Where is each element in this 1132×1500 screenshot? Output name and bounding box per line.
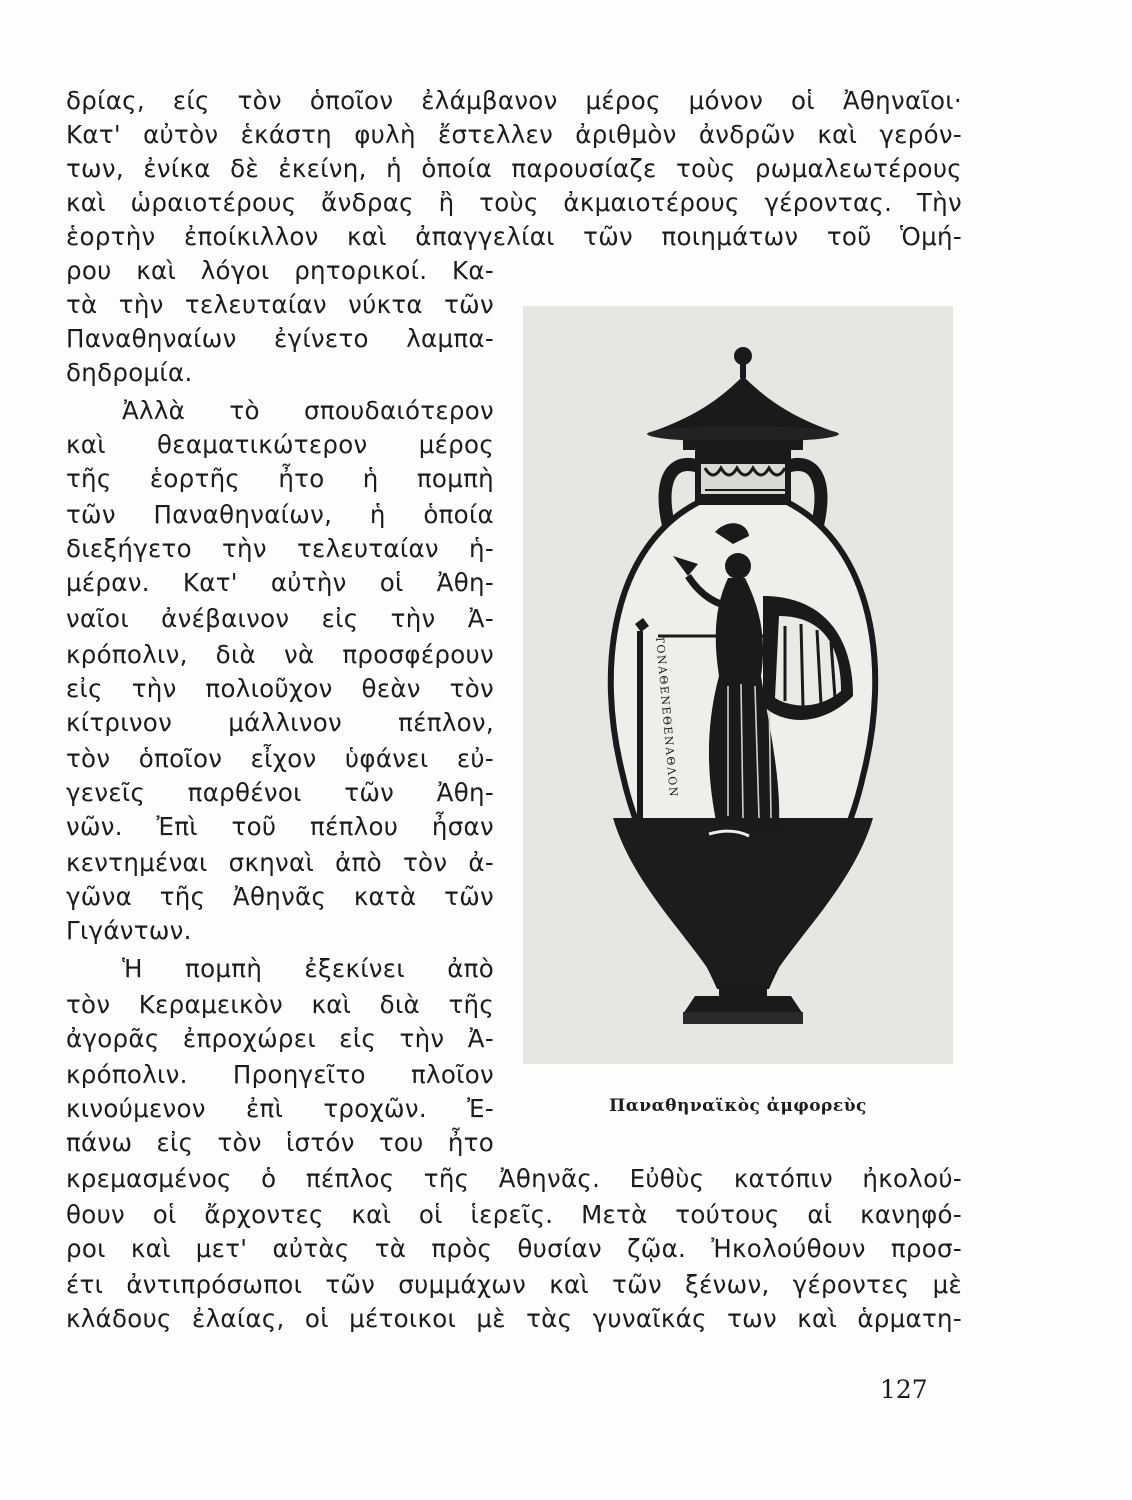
text-line: καὶ θεαματικώτερον μέρος xyxy=(66,430,494,459)
page-number: 127 xyxy=(880,1375,928,1404)
text-line: μέραν. Κατ' αὐτὴν οἱ Ἀθη- xyxy=(66,568,494,597)
text-line: τὰ τὴν τελευταίαν νύκτα τῶν xyxy=(66,290,494,319)
text-line: Παναθηναίων ἐγίνετο λαμπα- xyxy=(66,324,494,353)
lid xyxy=(651,376,835,432)
text-line: τῆς ἑορτῆς ἦτο ἡ πομπὴ xyxy=(66,464,494,493)
paragraph-start-line: Ἡ πομπὴ ἐξεκίνει ἀπὸ xyxy=(122,954,494,983)
text-line: γῶνα τῆς Ἀθηνᾶς κατὰ τῶν xyxy=(66,882,494,911)
text-line: ρου καὶ λόγοι ρητορικοί. Κα- xyxy=(66,256,494,285)
text-line: κρόπολιν. Προηγεῖτο πλοῖον xyxy=(66,1060,494,1089)
text-line: κρεμασμένος ὁ πέπλος τῆς Ἀθηνᾶς. Εὐθὺς κατόπιν ἠκολού- xyxy=(66,1164,962,1193)
text-line: δηδρομία. xyxy=(66,358,193,387)
amphora-illustration xyxy=(523,306,953,1064)
vase-inscription: ΤΟΝΑΘΕΝΕΘΕΝΑΘΛΟΝ xyxy=(653,635,681,799)
text-line: ροι καὶ μετ' αὐτὰς τὰ πρὸς θυσίαν ζῷα. Ἠκολούθουν προσ- xyxy=(66,1234,962,1263)
text-line: τὸν ὁποῖον εἶχον ὑφάνει εὐ- xyxy=(66,744,494,773)
text-line: νῶν. Ἐπὶ τοῦ πέπλου ἦσαν xyxy=(66,812,494,841)
paragraph-start-line: Ἀλλὰ τὸ σπουδαιότερον xyxy=(122,396,494,425)
vase-lower-band xyxy=(613,818,873,986)
text-line: κίτρινον μάλλινον πέπλον, xyxy=(66,708,494,737)
text-line: κινούμενον ἐπὶ τροχῶν. Ἐ- xyxy=(66,1094,494,1123)
text-line: Κατ' αὐτὸν ἑκάστη φυλὴ ἔστελλεν ἀριθμὸν ἀνδρῶν καὶ γερόν- xyxy=(66,120,962,149)
text-line: δρίας, είς τὸν ὁποῖον ἐλάμβανον μέρος μόνον οἱ Ἀθηναῖοι· xyxy=(66,86,962,115)
text-line: των, ἐνίκα δὲ ἐκείνη, ἡ ὁποία παρουσίαζε τοὺς ρωμαλεωτέρους xyxy=(66,154,962,183)
text-line: τῶν Παναθηναίων, ἡ ὁποία xyxy=(66,500,494,529)
text-line: γενεῖς παρθένοι τῶν Ἀθη- xyxy=(66,778,494,807)
text-line: έτι ἀντιπρόσωποι τῶν συμμάχων καὶ τῶν ξένων, γέροντες μὲ xyxy=(66,1270,962,1299)
figure-caption: Παναθηναϊκὸς ἀμφορεὺς xyxy=(609,1096,867,1116)
text-line: κλάδους ἐλαίας, οἱ μέτοικοι μὲ τὰς γυναῖκάς των καὶ ἁρματη- xyxy=(66,1304,962,1333)
text-line: κρόπολιν, διὰ νὰ προσφέρουν xyxy=(66,640,494,669)
text-line: καὶ ὡραιοτέρους ἄνδρας ἢ τοὺς ἀκμαιοτέρους γέροντας. Τὴν xyxy=(66,188,962,217)
text-line: ἀγορᾶς ἐπροχώρει εἰς τὴν Ἀ- xyxy=(66,1024,494,1053)
text-line: εἰς τὴν πολιοῦχον θεὰν τὸν xyxy=(66,674,494,703)
text-line: τὸν Κεραμεικὸν καὶ διὰ τῆς xyxy=(66,990,494,1019)
vase-foot xyxy=(683,996,803,1014)
text-line: πάνω εἰς τὸν ἱστόν του ἦτο xyxy=(66,1128,494,1157)
amphora-figure xyxy=(523,306,953,1064)
text-line: θουν οἱ ἄρχοντες καὶ οἱ ἱερεῖς. Μετὰ τούτους αἱ κανηφό- xyxy=(66,1200,962,1229)
text-line: ναῖοι ἀνέβαινον εἰς τὴν Ἀ- xyxy=(66,604,494,633)
text-line: κεντημέναι σκηναὶ ἀπὸ τὸν ἀ- xyxy=(66,848,494,877)
text-line: ἑορτὴν ἐποίκιλλον καὶ ἀπαγγελίαι τῶν ποιημάτων τοῦ Ὁμή- xyxy=(66,222,962,251)
athena-head xyxy=(725,553,751,579)
text-line: διεξήγετο τὴν τελευταίαν ἡ- xyxy=(66,534,494,563)
text-line: Γιγάντων. xyxy=(66,916,192,945)
lid-knob xyxy=(734,347,752,365)
